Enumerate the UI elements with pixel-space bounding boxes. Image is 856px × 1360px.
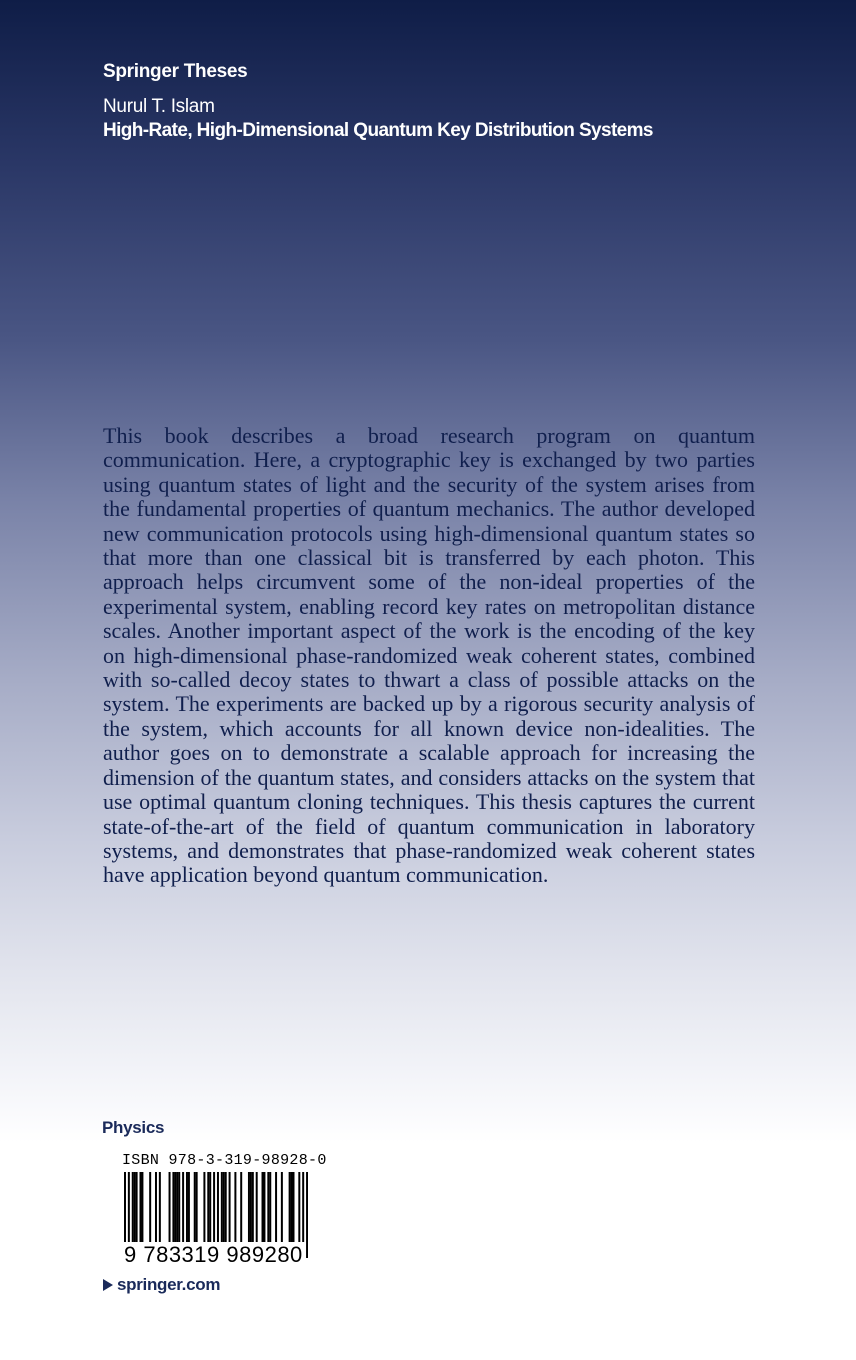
barcode-bar xyxy=(263,1172,265,1244)
barcode-bar xyxy=(267,1172,269,1244)
series-name: Springer Theses xyxy=(103,61,248,82)
barcode-bar xyxy=(293,1172,295,1244)
barcode-digits: 9 783319 989280 xyxy=(124,1242,303,1267)
barcode-bar xyxy=(159,1172,161,1244)
barcode-bar xyxy=(186,1172,188,1244)
subject-category: Physics xyxy=(102,1118,165,1137)
barcode-bar xyxy=(196,1172,198,1244)
barcode-bar xyxy=(291,1172,293,1244)
barcode-bar xyxy=(149,1172,151,1244)
barcode-bar xyxy=(262,1172,264,1244)
barcode-bar xyxy=(269,1172,271,1244)
barcode-bar xyxy=(240,1172,242,1244)
barcode-bar xyxy=(155,1172,157,1244)
barcode-bar xyxy=(132,1172,134,1244)
isbn-label: ISBN 978-3-319-98928-0 xyxy=(122,1152,327,1169)
website-link[interactable] xyxy=(103,1275,220,1295)
barcode-bar xyxy=(136,1172,138,1244)
barcode-bar xyxy=(234,1172,236,1244)
barcode-bar xyxy=(141,1172,143,1244)
barcode-bar xyxy=(176,1172,178,1244)
barcode-bar xyxy=(275,1172,277,1244)
triangle-right-icon xyxy=(103,1279,113,1291)
barcode-bar xyxy=(188,1172,190,1244)
barcode-bar xyxy=(221,1172,223,1244)
barcode-bar xyxy=(194,1172,196,1244)
barcode-bar xyxy=(250,1172,252,1244)
barcode-bar xyxy=(289,1172,291,1244)
barcode-bar xyxy=(252,1172,254,1244)
barcode-bar xyxy=(178,1172,180,1244)
book-description: This book describes a broad research program on quantum communication. Here, a cryptographic key is exchanged by two parties using quantum states of light and the security of the system arises from the fundamental properties of quantum mechanics. The author developed new communication protocols using high-dimensional quantum states so that more than one classical bit is transferred by each photon. This approach helps circumvent some of the non-ideal properties of the experimental system, enabling record key rates on metropolitan distance scales. Another important aspect of the work is the encoding of the key on high-dimensional phase-randomized weak coherent states, combined with so-called decoy states to thwart a class of possible attacks on the system. The experiments are backed up by a rigorous security analysis of the system, which accounts for all known device non-idealities. The author goes on to demonstrate a scalable approach for increasing the dimension of the quantum states, and considers attacks on the system that use optimal quantum cloning techniques. This thesis captures the current state-of-the-art of the field of quantum communication in laboratory systems, and demonstrates that phase-randomized weak coherent states have application beyond quantum communication. xyxy=(103,423,755,888)
barcode-bar xyxy=(209,1172,211,1244)
barcode-bar xyxy=(172,1172,174,1244)
barcode-bar xyxy=(134,1172,136,1244)
book-title: High-Rate, High-Dimensional Quantum Key Distribution Systems xyxy=(103,120,653,141)
barcode-bar xyxy=(256,1172,258,1244)
barcode-bar xyxy=(306,1172,308,1258)
barcode-bar xyxy=(225,1172,227,1244)
barcode-bar xyxy=(207,1172,209,1244)
barcode-bar xyxy=(223,1172,225,1244)
barcode-bar xyxy=(174,1172,176,1244)
barcode-bar xyxy=(248,1172,250,1244)
barcode-bar xyxy=(281,1172,283,1244)
barcode-bar xyxy=(229,1172,231,1244)
website-label: springer.com xyxy=(117,1275,221,1294)
author-name: Nurul T. Islam xyxy=(103,96,215,117)
barcode-bar xyxy=(203,1172,205,1244)
barcode-bar xyxy=(139,1172,141,1244)
barcode-bar xyxy=(169,1172,171,1244)
barcode-bar xyxy=(182,1172,184,1244)
barcode-bar xyxy=(298,1172,300,1244)
